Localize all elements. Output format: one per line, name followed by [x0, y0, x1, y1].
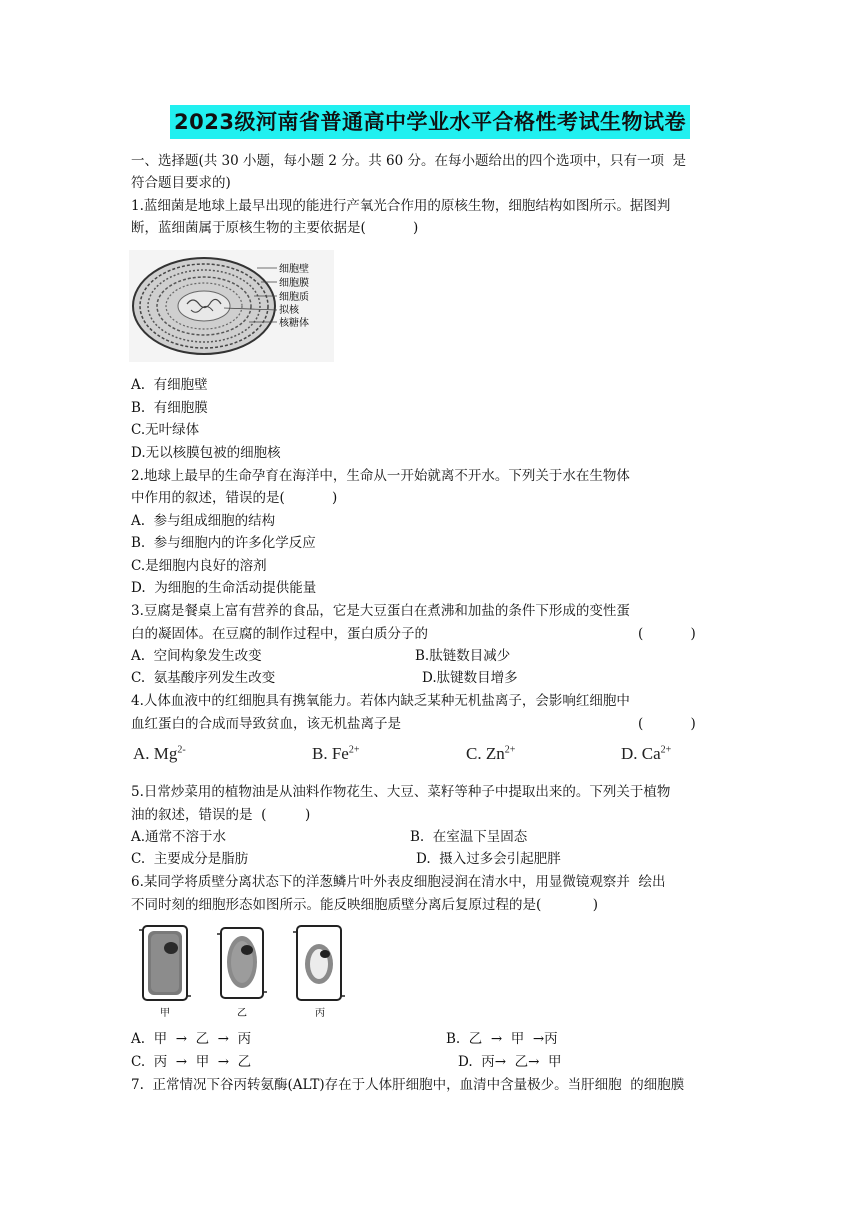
q1-option-d: D.无以核膜包被的细胞核: [131, 445, 281, 461]
q5-stem-cont: 油的叙述，错误的是 ( ): [131, 807, 311, 823]
q6-option-a: A. 甲 → 乙 → 丙: [131, 1031, 252, 1047]
q4-option-a: [133, 744, 186, 764]
q6-stem: 6.某同学将质壁分离状态下的洋葱鳞片叶外表皮细胞浸润在清水中，用显微镜观察并 绘出: [131, 874, 666, 890]
cell-jia: [139, 926, 191, 1019]
q4-option-d-charge: 2+: [660, 744, 672, 756]
q4-option-b-charge: 2+: [348, 744, 360, 756]
q7-stem: 7. 正常情况下谷丙转氨酶(ALT)存在于人体肝细胞中，血清中含量极少。当肝细胞 的细胞膜: [131, 1077, 685, 1093]
q5-stem: 5.日常炒菜用的植物油是从油料作物花生、大豆、菜籽等种子中提取出来的。下列关于植物: [131, 784, 671, 800]
q2-stem-cont: 中作用的叙述，错误的是( ): [131, 490, 338, 506]
q4-option-d: [621, 744, 671, 764]
q6-option-c: C. 丙 → 甲 → 乙: [131, 1054, 252, 1070]
q2-option-d: D. 为细胞的生命活动提供能量: [131, 580, 317, 596]
q3-answer-bracket: ( ): [638, 626, 696, 642]
q5-option-c: C. 主要成分是脂肪: [131, 851, 249, 867]
q2-option-c: C.是细胞内良好的溶剂: [131, 558, 267, 574]
q3-stem-cont: 白的凝固体。在豆腐的制作过程中，蛋白质分子的: [131, 626, 428, 642]
section-instructions: 一、选择题(共 30 小题，每小题 2 分。共 60 分。在每小题给出的四个选项中，只有一项 是: [131, 153, 687, 169]
q4-option-d-label: D. Ca: [621, 744, 661, 763]
q5-option-b: B. 在室温下呈固态: [410, 829, 528, 845]
q4-option-a-charge: 2-: [177, 744, 186, 756]
exam-title: 2023级河南省普通高中学业水平合格性考试生物试卷: [170, 105, 690, 139]
q4-option-a-label: A. Mg: [133, 744, 178, 763]
q1-stem: 1.蓝细菌是地球上最早出现的能进行产氧光合作用的原核生物，细胞结构如图所示。据图判: [131, 198, 671, 214]
label-cell-wall: 细胞壁: [279, 264, 309, 275]
q3-stem: 3.豆腐是餐桌上富有营养的食品，它是大豆蛋白在煮沸和加盐的条件下形成的变性蛋: [131, 603, 630, 619]
q2-stem: 2.地球上最早的生命孕育在海洋中，生命从一开始就离不开水。下列关于水在生物体: [131, 468, 630, 484]
label-nucleoid: 拟核: [279, 305, 299, 316]
q4-option-c-label: C. Zn: [466, 744, 505, 763]
q4-answer-bracket: ( ): [638, 716, 696, 732]
label-cytoplasm: 细胞质: [279, 292, 309, 303]
q4-stem-cont: 血红蛋白的合成而导致贫血，该无机盐离子是: [131, 716, 401, 732]
q1-option-a: A. 有细胞壁: [131, 377, 208, 393]
label-ribosome: 核糖体: [279, 318, 309, 329]
cell-bing: [293, 926, 345, 1019]
q5-option-a: A.通常不溶于水: [131, 829, 227, 845]
q1-option-b: B. 有细胞膜: [131, 400, 208, 416]
q4-option-b-label: B. Fe: [312, 744, 349, 763]
q3-option-b: B.肽链数目减少: [415, 648, 511, 664]
q4-option-b: [312, 744, 359, 764]
q5-option-d: D. 摄入过多会引起肥胖: [416, 851, 561, 867]
cell-label-yi: 乙: [237, 1008, 247, 1019]
q6-option-d: D. 丙→ 乙→ 甲: [458, 1054, 562, 1070]
q6-stem-cont: 不同时刻的细胞形态如图所示。能反映细胞质壁分离后复原过程的是( ): [131, 897, 599, 913]
q1-stem-cont: 断，蓝细菌属于原核生物的主要依据是( ): [131, 220, 419, 236]
q6-option-b: B. 乙 → 甲 →丙: [446, 1031, 558, 1047]
q4-stem: 4.人体血液中的红细胞具有携氧能力。若体内缺乏某种无机盐离子，会影响红细胞中: [131, 693, 630, 709]
q4-option-c-charge: 2+: [504, 744, 516, 756]
cell-label-jia: 甲: [160, 1008, 170, 1019]
q2-option-b: B. 参与细胞内的许多化学反应: [131, 535, 316, 551]
section-instructions-cont: 符合题目要求的): [131, 175, 231, 191]
q3-option-a: A. 空间构象发生改变: [131, 648, 262, 664]
label-cell-membrane: 细胞膜: [279, 278, 309, 289]
q2-option-a: A. 参与组成细胞的结构: [131, 513, 276, 529]
q1-option-c: C.无叶绿体: [131, 422, 200, 438]
q3-option-c: C. 氨基酸序列发生改变: [131, 670, 276, 686]
cyanobacteria-diagram: [129, 250, 334, 362]
cell-label-bing: 丙: [315, 1008, 325, 1019]
q3-option-d: D.肽键数目增多: [422, 670, 518, 686]
q4-option-c: [466, 744, 515, 764]
cell-yi: [217, 928, 267, 1019]
plasmolysis-diagram: [137, 920, 352, 1022]
